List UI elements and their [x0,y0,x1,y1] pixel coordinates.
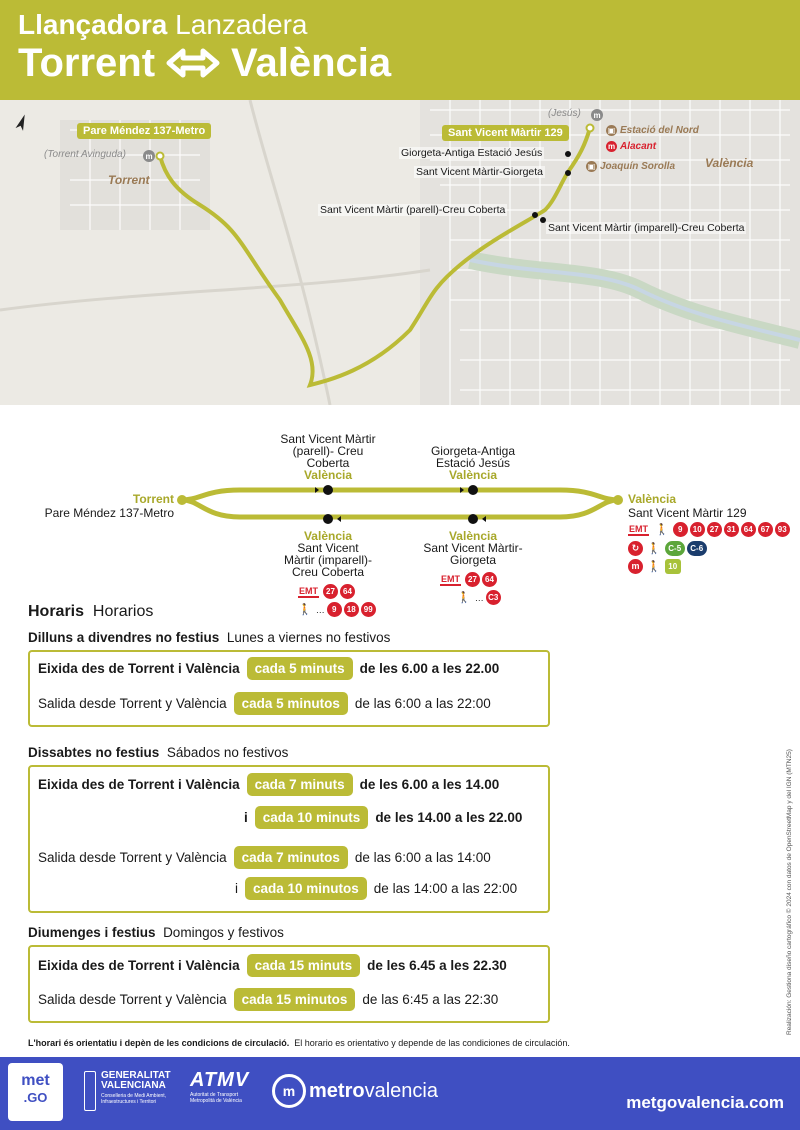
frequency-badge: cada 7 minutos [234,846,348,869]
connections-renfe-valencia [628,541,707,556]
saturday-row-es-2: i cada 10 minutos de las 14:00 a las 22:00 [235,877,517,900]
poi-joaquin-sorolla: ▣ Joaquín Sorolla [587,161,676,172]
metro-icon: m [628,559,643,574]
diagram-top-stop-2[interactable]: Giorgeta-Antiga Estació Jesús València [430,444,516,482]
bus-line-chip: 64 [482,572,497,587]
bus-line-chip: 67 [758,522,773,537]
walking-icon: 🚶 [647,543,661,555]
connections-emt-stop2 [440,572,497,587]
map-stop-svm-imparell[interactable]: Sant Vicent Màrtir (imparell)-Creu Coberta [548,222,745,234]
map-terminus-valencia[interactable]: Sant Vicent Màrtir 129 [442,125,569,141]
connections-emt-stop1 [298,584,355,599]
schedule-note: L'horari és orientatiu i depèn de les condicions de circulació. El horario es orientativo y depende de las condiciones de circulación. [28,1038,570,1048]
connections-metro-valencia [628,559,681,574]
svg-text:m: m [145,152,153,161]
sunday-row-es: Salida desde Torrent y València cada 15 minutos de las 6:45 a las 22:30 [38,988,498,1011]
train-icon: ▣ [607,126,616,135]
emt-icon: EMT [299,585,318,596]
bus-line-chip: 93 [775,522,790,537]
frequency-badge: cada 15 minutos [234,988,356,1011]
diagram-bottom-stop-1[interactable]: València Sant Vicent Màrtir (imparell)- Creu Coberta [284,529,372,579]
emt-icon: EMT [441,573,460,584]
connections-walk-stop2: 🚶 … C3 [455,590,501,605]
bus-line-chip: 27 [323,584,338,599]
bus-line-chip: 18 [344,602,359,617]
metrovalencia-logo[interactable]: m metrovalencia [272,1074,438,1108]
atmv-logo[interactable]: ATMV Autoritat de Transport Metropolità de València [190,1069,250,1104]
saturday-heading: Dissabtes no festius Sábados no festivos [28,745,289,760]
diagram-top-stop-1[interactable]: Sant Vicent Màrtir (parell)- Creu Coberta València [280,432,376,482]
metro-torrent-avinguda: (Torrent Avinguda) [44,149,126,160]
sunday-heading: Diumenges i festius Domingos y festivos [28,925,284,940]
title-catalan: Llançadora [18,9,168,40]
metro-icon: m [607,142,616,151]
walking-icon: 🚶 [457,592,471,604]
tram-line-chip: 10 [665,559,681,574]
bus-line-chip: 9 [327,602,342,617]
poi-alacant: m Alacant [607,141,657,152]
weekdays-heading: Dilluns a divendres no festius Lunes a viernes no festivos [28,630,391,645]
frequency-badge: cada 5 minuts [247,657,353,680]
bidirectional-arrow-icon [165,46,221,80]
poi-estacio-nord: ▣ Estació del Nord [607,125,699,136]
website-link[interactable]: metgovalencia.com [626,1093,784,1112]
map-stop-svm-parell[interactable]: Sant Vicent Màrtir (parell)-Creu Coberta [320,204,506,216]
connections-emt-valencia [628,522,790,537]
title-spanish: Lanzadera [175,9,308,40]
page-footer [0,1057,800,1130]
bus-line-chip: 64 [741,522,756,537]
route-map[interactable] [0,100,800,405]
saturday-row-ca-2: i cada 10 minuts de les 14.00 a les 22.00 [244,806,522,829]
bus-line-chip: C3 [486,590,501,605]
bus-line-chip: 64 [340,584,355,599]
bus-line-chip: 27 [707,522,722,537]
crest-icon [84,1071,96,1111]
header-title-line [18,10,782,40]
route-origin: Torrent [18,41,156,85]
diagram-left-end: Torrent Pare Méndez 137-Metro [44,492,174,520]
route-destination: València [231,41,392,85]
map-stop-svm-giorgeta[interactable]: Sant Vicent Màrtir-Giorgeta [416,166,544,178]
renfe-icon: ↻ [628,541,643,556]
map-stop-giorgeta-jesus[interactable]: Giorgeta-Antiga Estació Jesús [401,147,543,159]
place-valencia: València [705,156,754,170]
svg-text:m: m [593,111,601,120]
bus-line-chip: 31 [724,522,739,537]
saturday-row-ca-1: Eixida des de Torrent i València cada 7 minuts de les 6.00 a les 14.00 [38,773,499,796]
place-torrent: Torrent [108,173,150,187]
frequency-badge: cada 7 minuts [247,773,353,796]
weekdays-row-ca: Eixida des de Torrent i València cada 5 minuts de les 6.00 a les 22.00 [38,657,499,680]
bus-line-chip: 99 [361,602,376,617]
frequency-badge: cada 15 minuts [247,954,361,977]
sunday-row-ca: Eixida des de Torrent i València cada 15 minuts de les 6.45 a les 22.30 [38,954,507,977]
train-line-chip: C-5 [665,541,685,556]
bus-line-chip: 27 [465,572,480,587]
walking-icon: 🚶 [298,604,312,616]
diagram-bottom-stop-2[interactable]: València Sant Vicent Màrtir-Giorgeta [423,529,523,567]
connections-walk-stop1: 🚶 … 9 18 99 [296,602,376,617]
train-line-chip: C-6 [687,541,707,556]
schedule-title: Horaris Horarios [28,603,154,620]
frequency-badge: cada 10 minutos [245,877,367,900]
map-credit: Realización: Gestiona diseño cartográfico © 2024 con datos de OpenStreetMap y del IGN (MTN25) [786,749,793,1035]
metro-jesus: (Jesús) [548,108,581,119]
walking-icon: 🚶 [655,524,669,536]
frequency-badge: cada 10 minuts [255,806,369,829]
diagram-right-end: València Sant Vicent Màrtir 129 [628,492,747,520]
page-header [0,0,800,100]
map-graphic [0,100,800,405]
metro-ring-icon: m [272,1074,306,1108]
emt-icon: EMT [629,523,648,534]
metgo-logo[interactable]: met .GO [8,1063,63,1121]
generalitat-logo[interactable]: GENERALITAT VALENCIANA Conselleria de Medi Ambient, Infraestructures i Territori [84,1071,181,1111]
saturday-row-es-1: Salida desde Torrent y València cada 7 minutos de las 6:00 a las 14:00 [38,846,491,869]
train-icon: ▣ [587,162,596,171]
map-terminus-torrent[interactable]: Pare Méndez 137-Metro [77,123,211,139]
header-route-line [18,40,782,86]
bus-line-chip: 10 [690,522,705,537]
weekdays-row-es: Salida desde Torrent y València cada 5 minutos de las 6:00 a las 22:00 [38,692,491,715]
bus-line-chip: 9 [673,522,688,537]
frequency-badge: cada 5 minutos [234,692,348,715]
walking-icon: 🚶 [647,561,661,573]
